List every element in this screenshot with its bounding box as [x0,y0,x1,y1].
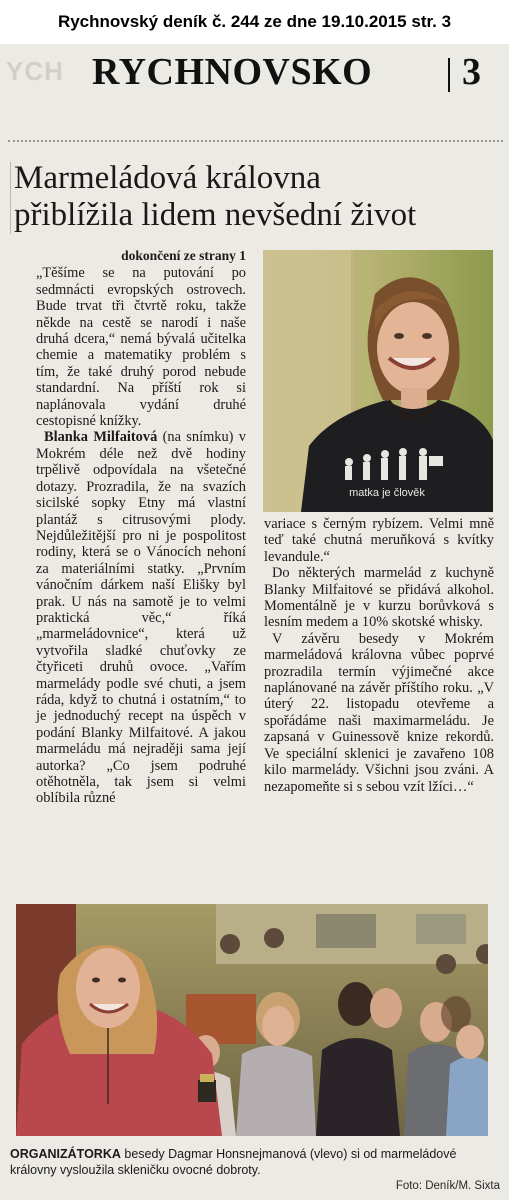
article-column-left [36,248,246,807]
paragraph-2 [36,429,246,806]
shirt-text: matka je člověk [349,487,425,499]
clip-source-header: Rychnovský deník č. 244 ze dne 19.10.2015 str. 3 [57,12,452,31]
page-number: 3 [462,51,481,93]
photo-caption [10,1146,500,1194]
newspaper-clipping [0,44,509,1200]
article-headline [14,160,499,234]
section-masthead [0,48,509,98]
masthead-ghost-text: YCH [6,56,64,86]
paragraph-3: variace s černým rybízem. Velmi mně teď také chutná meruňková s kvítky levandule.“ [264,516,494,565]
person-name: Blanka Milfaitová [44,429,158,446]
article-column-right [264,516,494,795]
headline-line-2: přiblížila lidem nevšední život [14,197,417,233]
section-title: RYCHNOVSKO [92,51,373,93]
paragraph-4: Do některých marmelád z kuchyně Blanky Milfaitové se přidává alkohol. Momentálně je v kurzu borůvková s lesním medem a 10% skotské whisky. [264,565,494,631]
dotted-rule [8,140,503,142]
continuation-note: dokončení ze strany 1 [121,248,246,263]
photo-credit: Foto: Deník/M. Sixta [395,1180,500,1192]
portrait-photo [263,250,493,512]
event-photo [16,904,488,1136]
headline-rule [10,162,11,234]
portrait-photo-image [263,250,493,512]
paragraph-5: V závěru besedy v Mokrém marmeládová královna vůbec poprvé prozradila termín výjimečné akce naplánované na závěr příštího roku. „V úterý 22. listopadu otevřeme a spořádáme naši maximarmeládu. Je zapsaná v Guinessově knize rekordů. Ve speciální sklenici je zavařeno 108 kilo marmelády. Všichni jsou zváni. A nezapomeňte si s sebou vzít lžíci…“ [264,630,494,795]
caption-lead: ORGANIZÁTORKA [10,1147,121,1161]
headline-line-1: Marmeládová královna [14,160,321,196]
masthead-divider [448,58,450,92]
paragraph-2-body: (na snímku) v Mokrém déle než dvě hodiny trpělivě odpovídala na všetečné dotazy. Prozradila, že na svazích sicilské sopky Etny má vlastní plantáž s citrusovými plody. Nejdůležitější pro ni je pospolitost rodiny, která se o Vánocích nehoní za materiálními statky. „Prvním vánočním dárkem naší Elišky byl prak. U nás na samotě je to velmi praktická věc,“ říká „marmeládovnice“, která už vytvořila sladké chuťovky ze čtyřiceti druhů ovoce. „Vařím marmelády podle své chuti, a jsem ráda, když to chutná i ostatním,“ to je jednoduchý recept na úspěch v podání Blanky Milfaitové. A jakou marmeládu má nejraději sama její autorka? „Co jsem podruhé otěhotněla, tak jsem si velmi oblíbila různé [36,429,246,807]
paragraph-1: „Těšíme se na putování po sedmnácti evropských ostrovech. Bude trvat tři čtvrtě roku, takže někde na cestě se narodí i naše druhá dcera,“ nemá bývalá učitelka chemie a matematiky problém s tím, že také druhý porod nebude standardní. Na příští rok si naplánovala vydání druhé cestopisné knížky. [36,265,246,430]
caption-text: besedy Dagmar Honsnejmanová (vlevo) si od marmeládové královny vysloužila skleničku ovocné dobroty. [10,1147,457,1177]
event-photo-image [16,904,488,1136]
